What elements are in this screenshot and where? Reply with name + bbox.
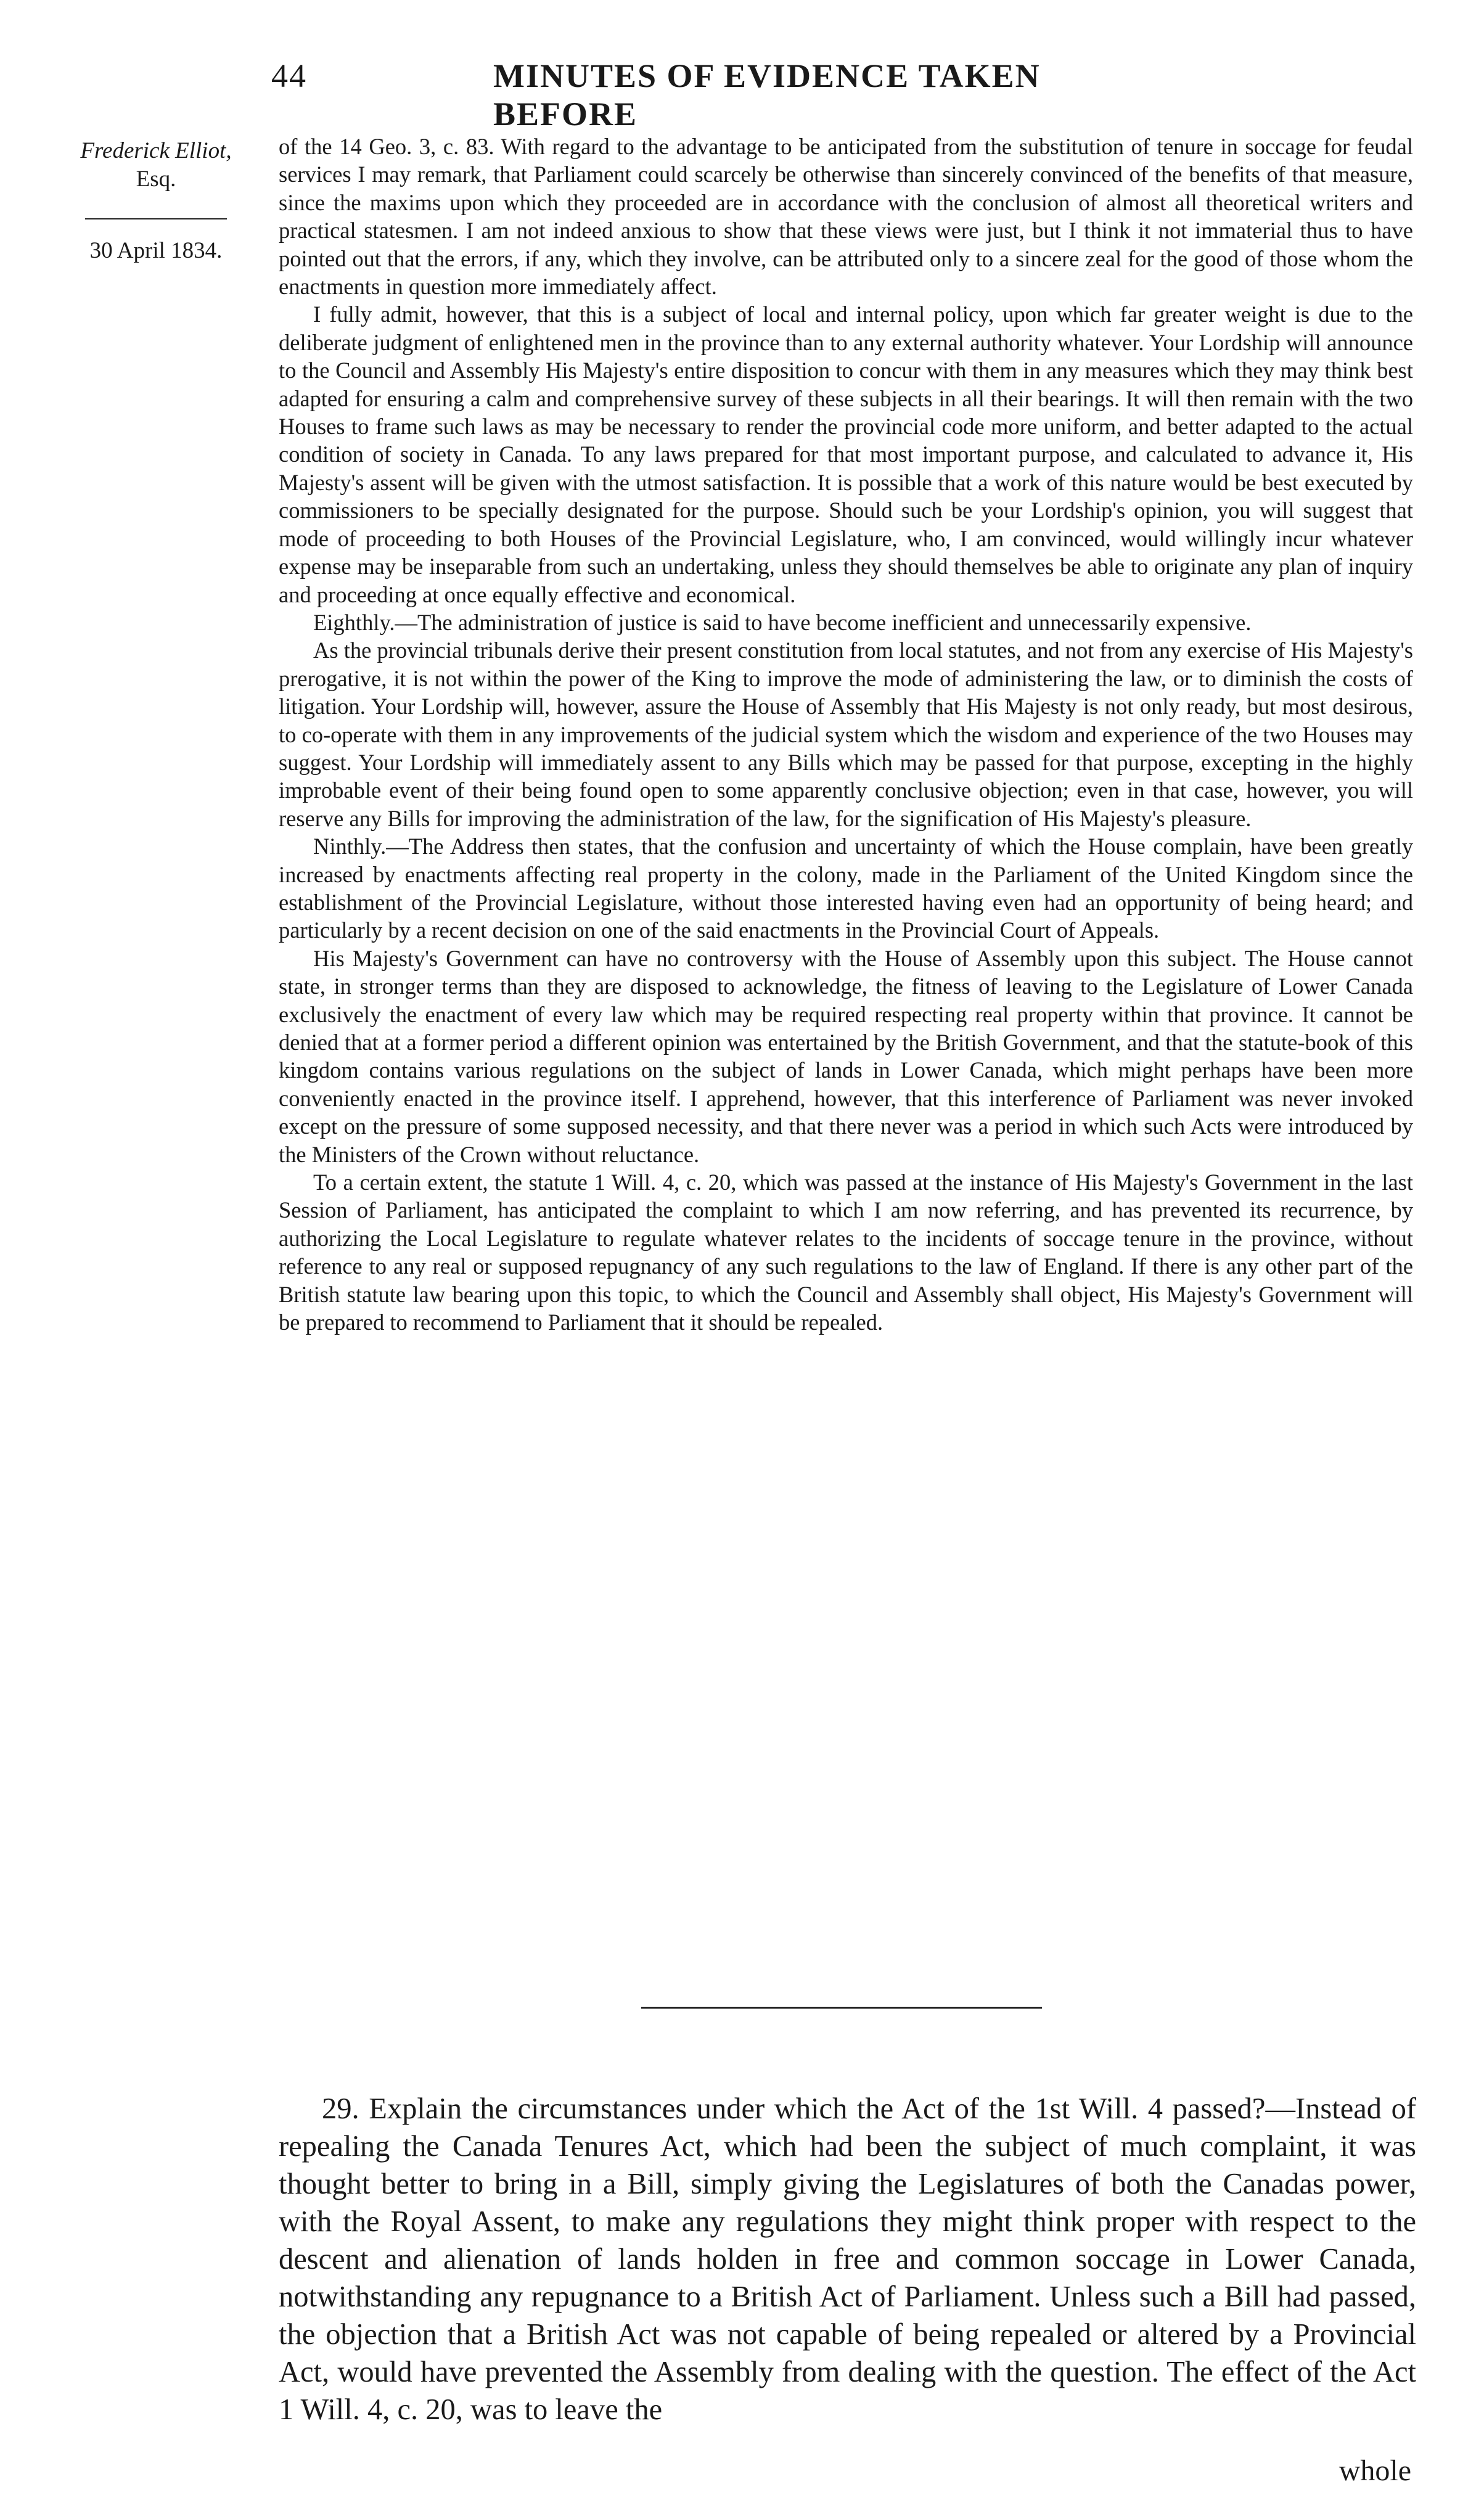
margin-divider: [85, 218, 227, 219]
paragraph: His Majesty's Government can have no controversy with the House of Assembly upon this subject. The House cannot state, in stronger terms than they are disposed to acknowledge, the fitness of leaving to the Legislature of Lower Canada exclusively the enactment of every law which may be required respecting real property within that province. It cannot be denied that at a former period a different opinion was entertained by the British Government, and that the statute-book of this kingdom contains various regulations on the subject of lands in Lower Canada, which might perhaps have been more conveniently enacted in the province itself. I apprehend, however, that this interference of Parliament was never invoked except on the pressure of some supposed necessity, and that there never was a period in which such Acts were introduced by the Ministers of the Crown without reluctance.: [279, 945, 1413, 1167]
question-answer-text: 29. Explain the circumstances under which the Act of the 1st Will. 4 passed?—Instead of repealing the Canada Tenures Act, which had been the subject of much complaint, it was thought better to bring in a Bill, simply giving the Legislatures of both the Canadas power, with the Royal Assent, to make any regulations they might think proper with respect to the descent and alienation of lands holden in free and common soccage in Lower Canada, notwithstanding any repugnance to a British Act of Parliament. Unless such a Bill had passed, the objection that a British Act was not capable of being repealed or altered by a Provincial Act, would have prevented the Assembly from dealing with the question. The effect of the Act 1 Will. 4, c. 20, was to leave the: [279, 2092, 1416, 2426]
paragraph: I fully admit, however, that this is a subject of local and internal policy, upon which far greater weight is due to the deliberate judgment of enlightened men in the province than to any external authority whatever. Your Lordship will announce to the Council and Assembly His Majesty's entire disposition to concur with them in any measures which they may think best adapted for ensuring a calm and comprehensive survey of these subjects in all their bearings. It will then remain with the two Houses to frame such laws as may be necessary to render the provincial code more uniform, and better adapted to the actual condition of society in Canada. To any laws prepared for that most important purpose, and calculated to advance it, His Majesty's assent will be given with the utmost satisfaction. It is possible that a work of this nature would be best executed by commissioners to be specially designated for the purpose. Should such be your Lordship's opinion, you will suggest that mode of proceeding to both Houses of the Provincial Legislature, who, I am convinced, would willingly incur whatever expense may be inseparable from such an undertaking, unless they should themselves be able to originate any plan of inquiry and proceeding at once equally effective and economical.: [279, 301, 1413, 607]
paragraph: To a certain extent, the statute 1 Will. 4, c. 20, which was passed at the instance of His Majesty's Government in the last Session of Parliament, has anticipated the complaint to which I am now referring, and has prevented its recurrence, by authorizing the Local Legislature to regulate whatever relates to the incidents of soccage tenure in the province, without reference to any real or supposed repugnancy of any such regulations to the law of England. If there is any other part of the British statute law bearing upon this topic, to which the Council and Assembly shall object, His Majesty's Government will be prepared to recommend to Parliament that it should be repealed.: [279, 1170, 1413, 1335]
question-block: [279, 2090, 1416, 2428]
page-header: [271, 57, 1184, 133]
running-title: MINUTES OF EVIDENCE TAKEN BEFORE: [493, 57, 1041, 133]
margin-note: [54, 137, 258, 265]
letter-body: [279, 133, 1413, 1336]
page-number: 44: [271, 57, 307, 94]
catchword: whole: [1338, 2454, 1411, 2487]
paragraph: As the provincial tribunals derive their present constitution from local statutes, and not from any exercise of His Majesty's prerogative, it is not within the power of the King to improve the mode of administering the law, or to diminish the costs of litigation. Your Lordship will, however, assure the House of Assembly that His Majesty is not only ready, but most desirous, to co-operate with them in any improvements of the judicial system which the wisdom and experience of the two Houses may suggest. Your Lordship will immediately assent to any Bills which may be passed for that purpose, excepting in the highly improbable event of their being found open to some apparently conclusive objection; even in that case, however, you will reserve any Bills for improving the administration of the law, for the signification of His Majesty's pleasure.: [279, 637, 1413, 831]
paragraph: Eighthly.—The administration of justice is said to have become inefficient and unnecessarily expensive.: [313, 609, 1252, 635]
margin-date: 30 April 1834.: [89, 238, 223, 263]
witness-name: Frederick Elliot,: [80, 138, 232, 163]
section-divider: [641, 2007, 1042, 2009]
witness-title: Esq.: [136, 166, 176, 192]
paragraph: of the 14 Geo. 3, c. 83. With regard to the advantage to be anticipated from the substitution of tenure in soccage for feudal services I may remark, that Parliament could scarcely be otherwise than sincerely convinced of the benefits of that measure, since the maxims upon which they proceeded are in accordance with the conclusion of almost all theoretical writers and practical statesmen. I am not indeed anxious to show that these views were just, but I think it not immaterial thus to have pointed out that the errors, if any, which they involve, can be attributed only to a sincere zeal for the good of those whom the enactments in question more immediately affect.: [279, 134, 1413, 300]
paragraph: Ninthly.—The Address then states, that the confusion and uncertainty of which the House complain, have been greatly increased by enactments affecting real property in the colony, made in the Parliament of the United Kingdom since the establishment of the Provincial Legislature, without those interested having even had an opportunity of being heard; and particularly by a recent decision on one of the said enactments in the Provincial Court of Appeals.: [279, 834, 1413, 943]
